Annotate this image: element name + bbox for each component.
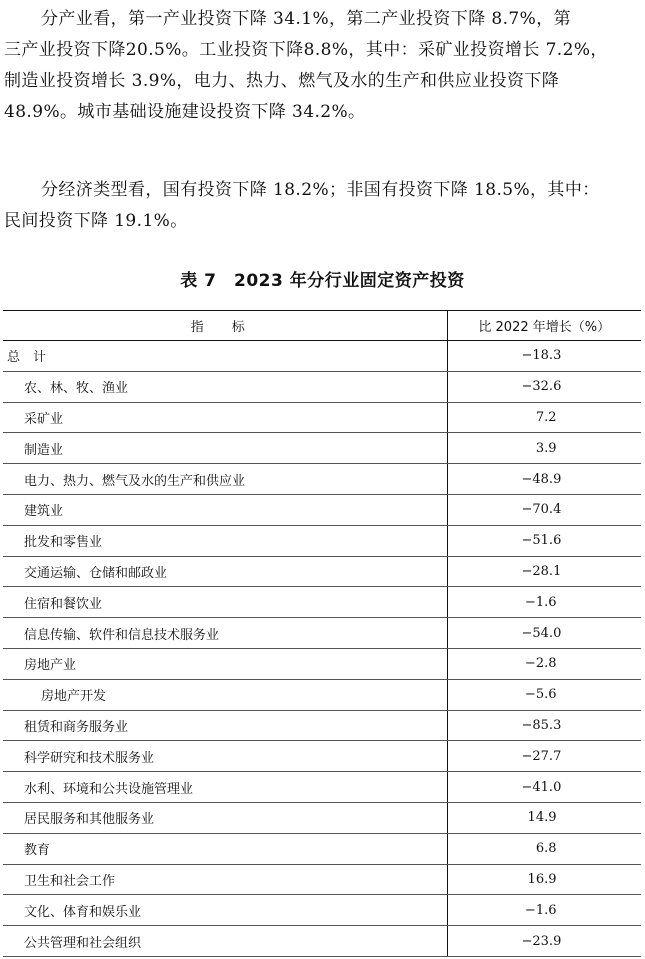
table-row [3,710,641,741]
row-indicator: 总 计 [3,341,447,372]
header-indicator: 指标 [3,311,447,341]
row-value: −85.3 [521,717,562,733]
row-value-cell [447,864,641,895]
row-indicator: 信息传输、软件和信息技术服务业 [3,618,447,649]
row-value: −51.6 [521,533,562,549]
row-value-cell [447,402,641,433]
row-value: −1.6 [524,594,557,610]
paragraph-line: 48.9%。城市基础设施建设投资下降 34.2%。 [4,102,366,122]
row-value: 7.2 [535,409,557,425]
row-value-cell [447,772,641,803]
row-indicator: 电力、热力、燃气及水的生产和供应业 [3,464,447,495]
row-value: −41.0 [521,779,562,795]
row-value: −28.1 [521,563,562,579]
row-indicator: 水利、环境和公共设施管理业 [3,772,447,803]
row-value: 3.9 [535,440,557,456]
table-header-row [3,311,641,341]
row-value: −54.0 [521,625,562,641]
row-value: 16.9 [527,871,557,887]
table-row [3,741,641,772]
row-indicator: 居民服务和其他服务业 [3,802,447,833]
table-row [3,772,641,803]
row-indicator: 租赁和商务服务业 [3,710,447,741]
row-indicator: 科学研究和技术服务业 [3,741,447,772]
row-value-cell [447,648,641,679]
paragraph-line: 民间投资下降 19.1%。 [4,211,188,231]
table-row [3,802,641,833]
row-value-cell [447,710,641,741]
table-row [3,679,641,710]
row-value-cell [447,371,641,402]
row-value-cell [447,433,641,464]
row-value-cell [447,741,641,772]
row-value-cell [447,802,641,833]
header-change: 比 2022 年增长（%） [447,311,641,341]
table-title: 表 7 2023 年分行业固定资产投资 [180,271,465,291]
row-value: −18.3 [521,348,562,364]
paragraph-line: 制造业投资增长 3.9%，电力、热力、燃气及水的生产和供应业投资下降 [4,71,560,91]
row-value: 6.8 [535,841,557,857]
row-indicator: 公共管理和社会组织 [3,926,447,957]
row-indicator: 制造业 [3,433,447,464]
row-indicator: 房地产开发 [3,679,447,710]
table-row [3,464,641,495]
paragraph-line: 三产业投资下降20.5%。工业投资下降8.8%，其中：采矿业投资增长 7.2%， [4,40,608,60]
row-value: −2.8 [524,656,557,672]
paragraph-line: 分经济类型看，国有投资下降 18.2%；非国有投资下降 18.5%，其中： [41,180,600,200]
table-row [3,494,641,525]
row-indicator: 采矿业 [3,402,447,433]
row-value: −1.6 [524,902,557,918]
paragraph-industry-breakdown [4,4,640,128]
row-value-cell [447,556,641,587]
table-row [3,648,641,679]
row-value: −5.6 [524,687,557,703]
row-value: −32.6 [521,379,562,395]
row-indicator: 教育 [3,833,447,864]
table-row [3,341,641,372]
table-row [3,895,641,926]
row-value-cell [447,618,641,649]
row-value-cell [447,679,641,710]
table-row [3,556,641,587]
table-row [3,833,641,864]
row-indicator: 交通运输、仓储和邮政业 [3,556,447,587]
row-indicator: 卫生和社会工作 [3,864,447,895]
row-indicator: 农、林、牧、渔业 [3,371,447,402]
paragraph-line: 分产业看，第一产业投资下降 34.1%，第二产业投资下降 8.7%，第 [41,9,572,29]
table-row [3,525,641,556]
table-row [3,618,641,649]
row-indicator: 批发和零售业 [3,525,447,556]
table-row [3,371,641,402]
row-value: −23.9 [521,933,562,949]
row-indicator: 住宿和餐饮业 [3,587,447,618]
table-body [3,341,641,957]
row-indicator: 文化、体育和娱乐业 [3,895,447,926]
row-value-cell [447,341,641,372]
row-value-cell [447,926,641,957]
row-value: 14.9 [527,810,557,826]
row-value-cell [447,464,641,495]
row-indicator: 房地产业 [3,648,447,679]
table-row [3,926,641,957]
table-row [3,433,641,464]
row-value-cell [447,587,641,618]
row-value: −27.7 [521,748,562,764]
row-value: −70.4 [521,502,562,518]
table-row [3,864,641,895]
row-indicator: 建筑业 [3,494,447,525]
investment-table [3,310,641,957]
paragraph-economic-type [4,175,640,237]
row-value: −48.9 [521,471,562,487]
row-value-cell [447,494,641,525]
table-row [3,402,641,433]
table-row [3,587,641,618]
row-value-cell [447,833,641,864]
row-value-cell [447,895,641,926]
row-value-cell [447,525,641,556]
